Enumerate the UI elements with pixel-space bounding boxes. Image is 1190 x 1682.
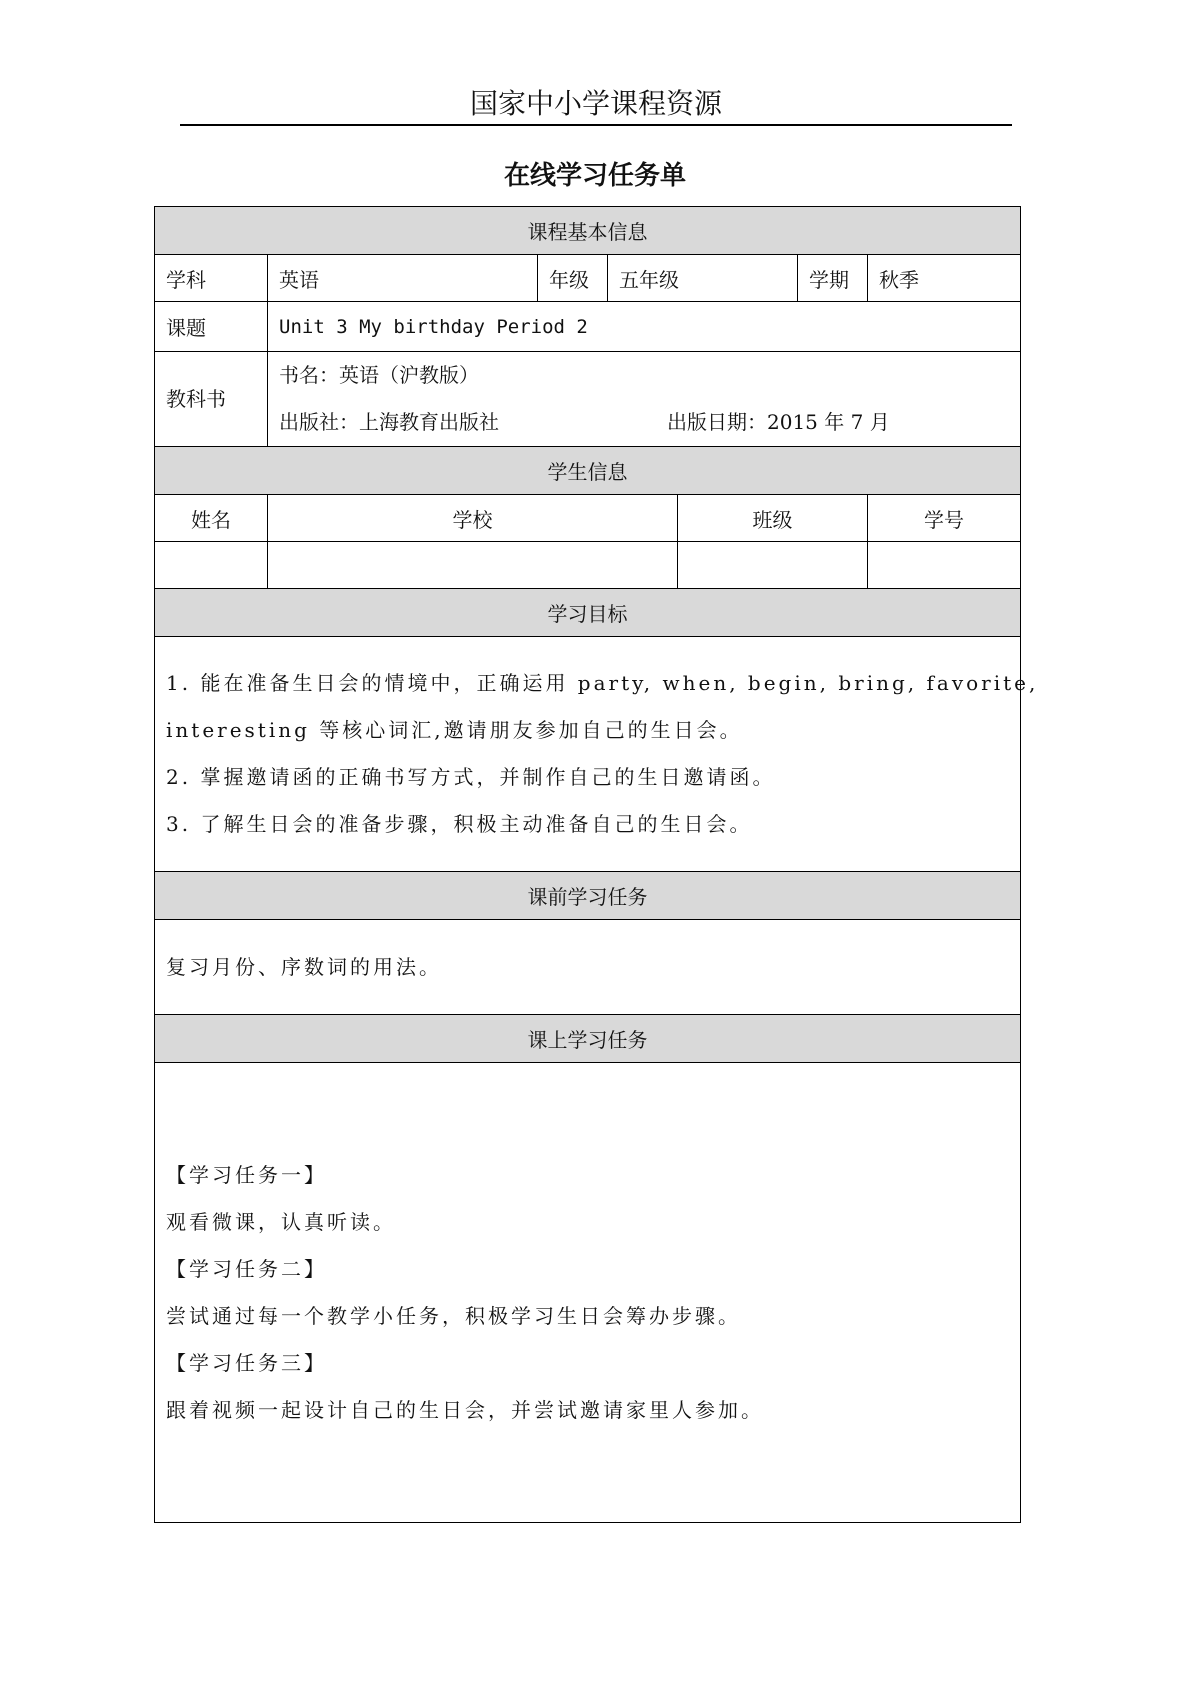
objective-line: 1. 能在准备生日会的情境中，正确运用 party, when, begin, bring, favorite, (166, 671, 1039, 695)
col-name: 姓名 (155, 495, 268, 542)
student-input-row (155, 542, 1021, 589)
objective-line: 3. 了解生日会的准备步骤，积极主动准备自己的生日会。 (166, 812, 753, 836)
in-class-section-title: 课上学习任务 (155, 1015, 1021, 1063)
pre-class-section-title: 课前学习任务 (155, 872, 1021, 920)
publish-date: 出版日期：2015 年 7 月 (667, 410, 890, 434)
term-label: 学期 (798, 255, 868, 302)
pre-class-content (155, 920, 1021, 1015)
topic-value: Unit 3 My birthday Period 2 (268, 302, 1021, 352)
objective-line: 2. 掌握邀请函的正确书写方式，并制作自己的生日邀请函。 (166, 765, 776, 789)
task-heading: 【学习任务二】 (166, 1256, 327, 1281)
task-heading: 【学习任务三】 (166, 1350, 327, 1375)
objectives-section-title: 学习目标 (155, 589, 1021, 637)
student-info-header-row (155, 447, 1021, 495)
pre-class-header-row (155, 872, 1021, 920)
publisher-line (279, 399, 1009, 446)
course-info-section-title: 课程基本信息 (155, 207, 1021, 255)
course-info-header-row (155, 207, 1021, 255)
textbook-info-cell (268, 352, 1021, 447)
book-name: 书名：英语（沪教版） (279, 363, 479, 387)
in-class-header-row (155, 1015, 1021, 1063)
grade-value: 五年级 (608, 255, 798, 302)
term-value: 秋季 (868, 255, 1021, 302)
subject-row (155, 255, 1021, 302)
grade-label: 年级 (538, 255, 608, 302)
student-id-field[interactable] (868, 542, 1021, 589)
task-text: 跟着视频一起设计自己的生日会，并尝试邀请家里人参加。 (166, 1397, 764, 1422)
objective-line: interesting 等核心词汇,邀请朋友参加自己的生日会。 (166, 718, 743, 742)
task-text: 尝试通过每一个教学小任务，积极学习生日会筹办步骤。 (166, 1303, 741, 1328)
page-header: 国家中小学课程资源 (180, 84, 1012, 126)
document-title: 在线学习任务单 (503, 161, 686, 191)
task-text: 观看微课，认真听读。 (166, 1209, 396, 1234)
in-class-content-row (155, 1063, 1021, 1523)
task-heading: 【学习任务一】 (166, 1162, 327, 1187)
topic-row (155, 302, 1021, 352)
pre-class-text: 复习月份、序数词的用法。 (166, 954, 442, 979)
name-field[interactable] (155, 542, 268, 589)
objectives-content (155, 637, 1039, 872)
objectives-header-row (155, 589, 1021, 637)
student-info-section-title: 学生信息 (155, 447, 1021, 495)
publisher: 出版社：上海教育出版社 (279, 410, 499, 434)
pre-class-content-row (155, 920, 1021, 1015)
topic-label: 课题 (155, 302, 268, 352)
task-sheet-table (154, 206, 1039, 1523)
textbook-label-cell (155, 352, 268, 447)
col-school: 学校 (268, 495, 678, 542)
textbook-label: 教科书 (166, 386, 226, 411)
in-class-content (155, 1063, 1021, 1523)
textbook-row (155, 352, 1021, 447)
objectives-content-row (155, 637, 1021, 872)
col-class: 班级 (678, 495, 868, 542)
student-columns-row (155, 495, 1021, 542)
school-field[interactable] (268, 542, 678, 589)
subject-label: 学科 (155, 255, 268, 302)
subject-value: 英语 (268, 255, 538, 302)
class-field[interactable] (678, 542, 868, 589)
col-student-id: 学号 (868, 495, 1021, 542)
